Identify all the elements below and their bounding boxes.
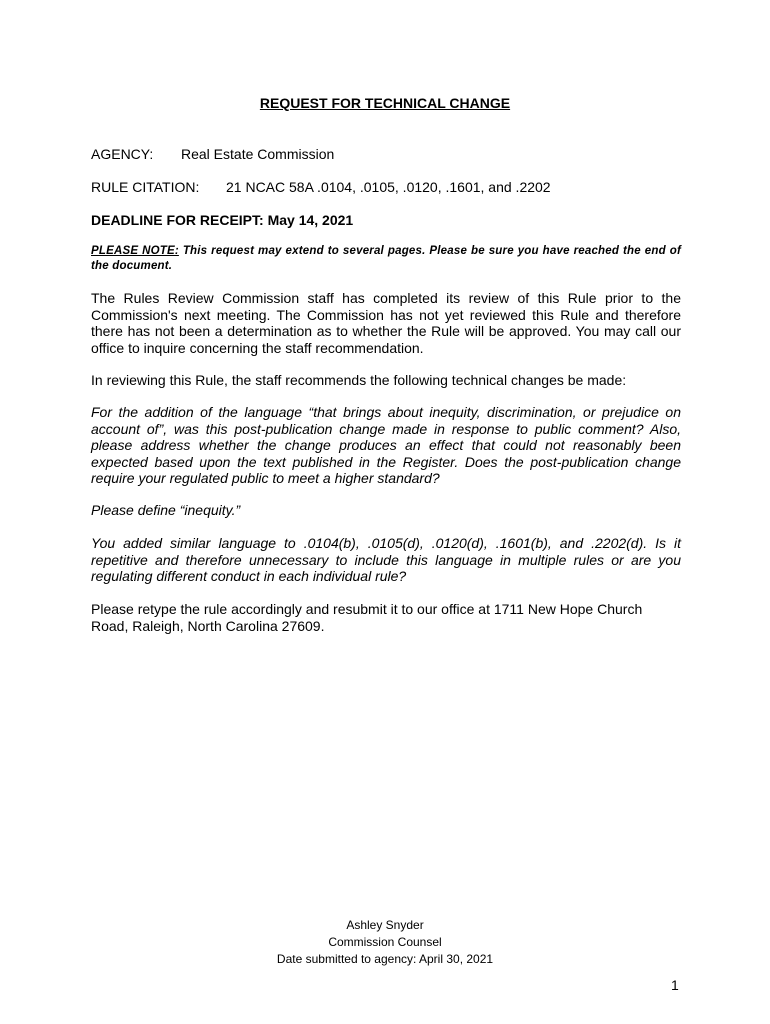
signature-date: Date submitted to agency: April 30, 2021 <box>276 952 494 966</box>
paragraph-language-question: For the addition of the language “that brings about inequity, discrimination, or prejudice on account of”, was this post-publication change made in response to public comment? Also, please address whether the change produces an effect that could not reasonably been expected based upon the text published in the Register. Does the post-publication change require your regulated public to meet a higher standard? <box>91 404 681 486</box>
paragraph-repetition-question: You added similar language to .0104(b), .0105(d), .0120(d), .1601(b), and .2202(d). Is it repetitive and therefore unnecessary to include this language in multiple rules or are you regulating different conduct in each individual rule? <box>91 535 681 584</box>
page-number: 1 <box>671 977 679 993</box>
agency-row <box>91 146 334 162</box>
please-note <box>91 244 681 274</box>
document-title: REQUEST FOR TECHNICAL CHANGE <box>259 95 511 111</box>
paragraph-resubmit-instructions: Please retype the rule accordingly and resubmit it to our office at 1711 New Hope Church Road, Raleigh, North Carolina 27609. <box>91 601 643 634</box>
please-note-lead: PLEASE NOTE: <box>91 245 179 257</box>
paragraph-recommendation-intro: In reviewing this Rule, the staff recommends the following technical changes be made: <box>91 372 627 388</box>
rule-citation-label: RULE CITATION: <box>91 179 200 195</box>
agency-value: Real Estate Commission <box>181 146 335 162</box>
paragraph-review-status: The Rules Review Commission staff has completed its review of this Rule prior to the Commission's next meeting. The Commission has not yet reviewed this Rule and therefore there has not been a determination as to whether the Rule will be approved. You may call our office to inquire concerning the staff recommendation. <box>91 290 681 356</box>
paragraph-define-inequity: Please define “inequity.” <box>91 502 241 518</box>
signature-name: Ashley Snyder <box>346 918 424 932</box>
rule-citation-value: 21 NCAC 58A .0104, .0105, .0120, .1601, and .2202 <box>226 179 551 195</box>
rule-citation-row <box>91 179 551 195</box>
please-note-text: This request may extend to several pages. Please be sure you have reached the end of the document. <box>91 245 681 272</box>
agency-label: AGENCY: <box>91 146 154 162</box>
signature-title: Commission Counsel <box>328 935 442 949</box>
deadline-line: DEADLINE FOR RECEIPT: May 14, 2021 <box>91 212 354 228</box>
signature-block <box>0 917 770 968</box>
